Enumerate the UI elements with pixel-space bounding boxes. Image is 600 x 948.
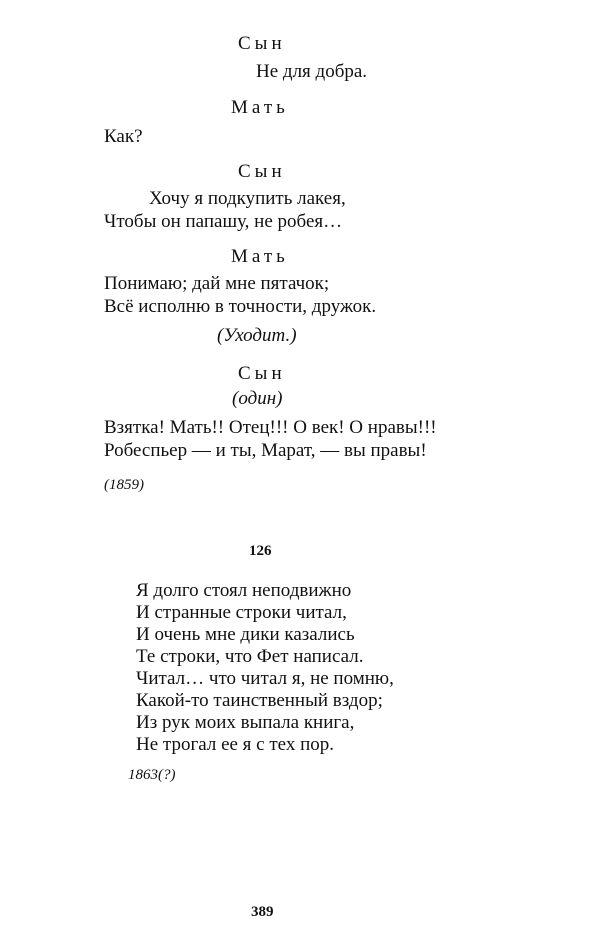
speaker-son: Сын [238, 363, 286, 384]
verse-line: Читал… что читал я, не помню, [136, 668, 394, 689]
speaker-mother: Мать [231, 97, 289, 118]
verse-line: Я долго стоял неподвижно [136, 580, 352, 601]
speaker-son: Сын [238, 161, 286, 182]
verse-line: Понимаю; дай мне пятачок; [104, 273, 330, 294]
speaker-son: Сын [238, 33, 286, 54]
speaker-mother: Мать [231, 246, 289, 267]
verse-line: Не для добра. [256, 61, 368, 82]
verse-line: И странные строки читал, [136, 602, 347, 623]
verse-line: И очень мне дики казались [136, 624, 355, 645]
stage-direction: (один) [232, 388, 283, 409]
verse-line: Робеспьер — и ты, Марат, — вы правы! [104, 440, 427, 461]
verse-line: Всё исполню в точности, дружок. [104, 296, 377, 317]
page-number: 389 [251, 904, 274, 920]
poem-number: 126 [249, 543, 272, 559]
poem-date: (1859) [104, 477, 144, 493]
verse-line: Не трогал ее я с тех пор. [136, 734, 335, 755]
verse-line: Те строки, что Фет написал. [136, 646, 364, 667]
poem-date: 1863(?) [128, 767, 176, 783]
stage-direction: (Уходит.) [217, 325, 297, 346]
verse-line: Из рук моих выпала книга, [136, 712, 355, 733]
verse-line: Какой-то таинственный вздор; [136, 690, 383, 711]
verse-line: Взятка! Мать!! Отец!!! О век! О нравы!!! [104, 417, 437, 438]
verse-line: Хочу я подкупить лакея, [149, 188, 346, 209]
verse-line: Чтобы он папашу, не робея… [104, 211, 343, 232]
verse-line: Как? [104, 126, 143, 147]
